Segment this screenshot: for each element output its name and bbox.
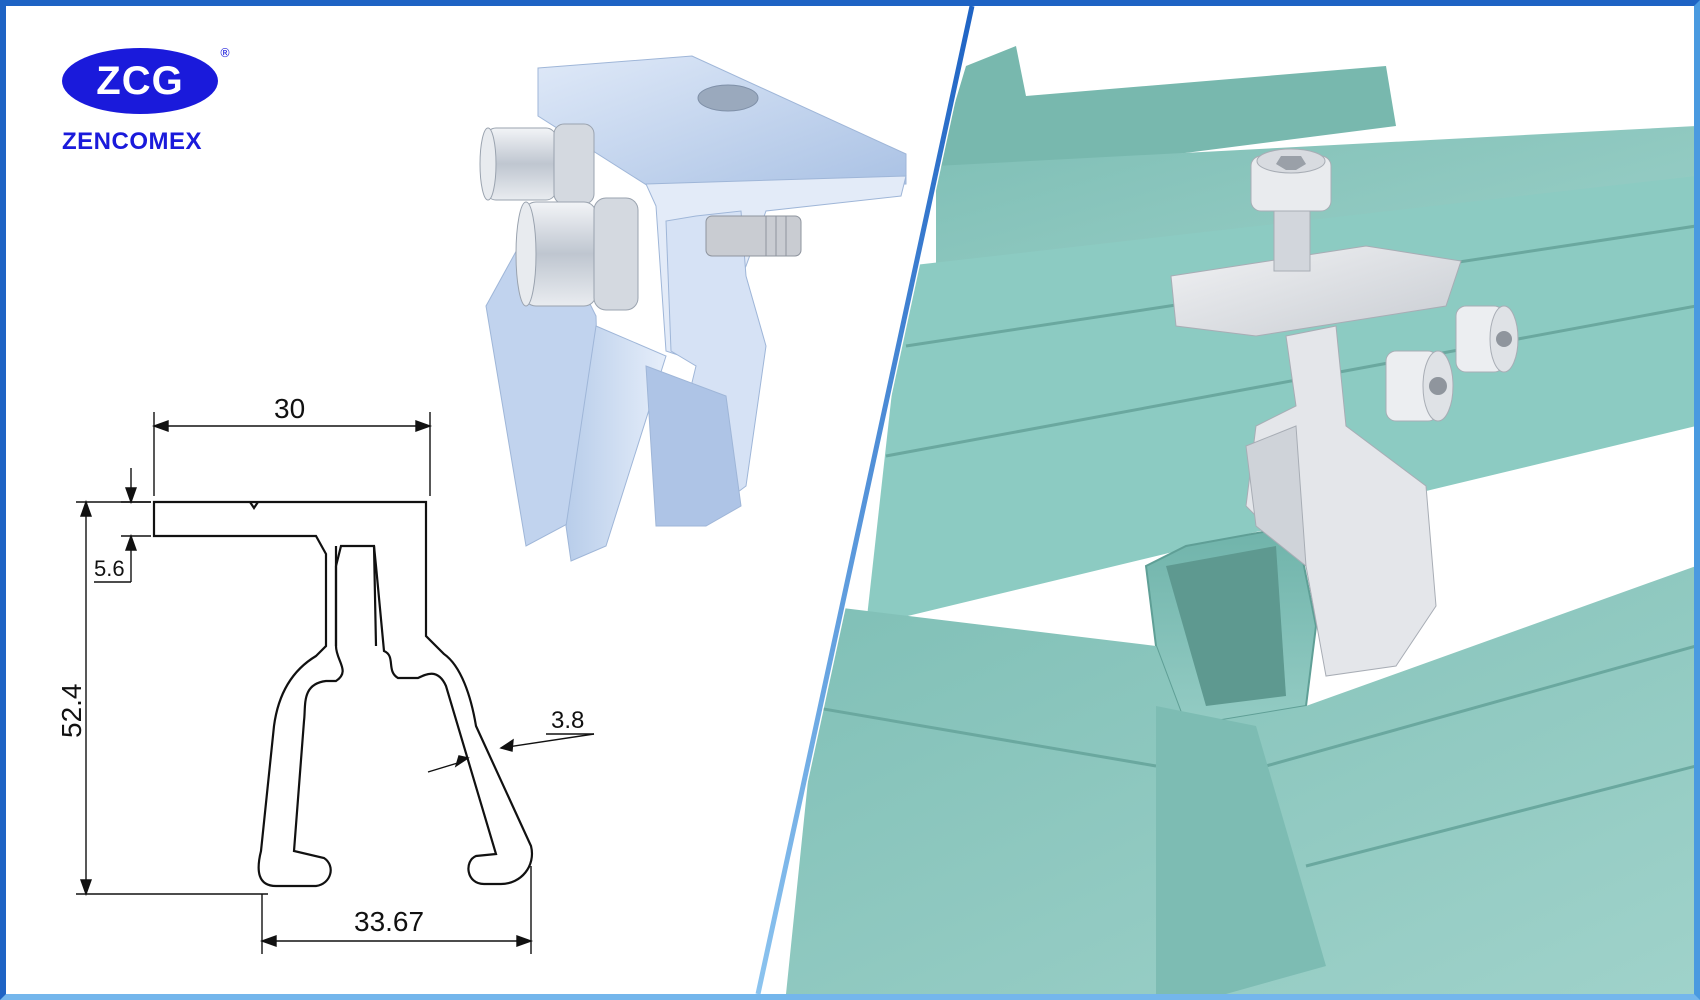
dimension-bottom-width	[262, 866, 531, 954]
dim-label-3-8: 3.8	[551, 707, 585, 734]
registered-mark: ®	[219, 46, 231, 60]
dim-label-30: 30	[274, 393, 306, 424]
dimension-top-width	[154, 393, 430, 496]
profile-outline	[154, 502, 532, 886]
dimension-wall-thickness	[428, 707, 594, 772]
dim-label-33-67: 33.67	[354, 906, 425, 937]
dimension-height	[56, 502, 268, 894]
logo-mark-text: ZCG	[96, 58, 184, 103]
dim-label-52-4: 52.4	[56, 683, 87, 738]
company-name: ZENCOMEX	[62, 128, 203, 155]
dimension-flange-thickness	[94, 468, 151, 582]
dim-label-5-6: 5.6	[94, 556, 125, 581]
